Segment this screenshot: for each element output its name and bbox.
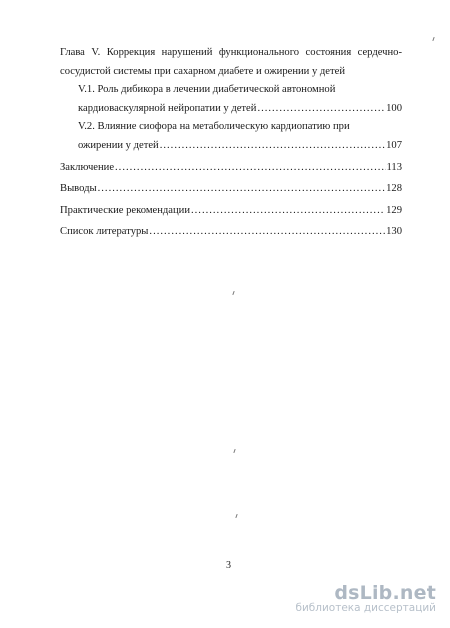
page-number: 3 — [226, 560, 231, 571]
watermark-logo: dsLib.net — [334, 582, 436, 604]
table-of-contents — [60, 44, 402, 242]
toc-entry-title: Выводы — [60, 183, 97, 195]
toc-page-number: 130 — [386, 226, 402, 238]
toc-entry-references[interactable] — [60, 223, 402, 242]
toc-entry-title: Практические рекомендации — [60, 204, 190, 216]
toc-entry-title: Заключение — [60, 161, 115, 173]
toc-subitem-v2[interactable] — [60, 118, 402, 155]
watermark-subtitle: библиотека диссертаций — [295, 602, 436, 614]
watermark — [295, 582, 436, 614]
dot-leader — [98, 180, 385, 199]
toc-subitem-v1[interactable] — [60, 81, 402, 118]
scan-speck — [235, 514, 237, 518]
dot-leader — [257, 100, 385, 119]
dot-leader — [115, 159, 385, 178]
toc-page-number: 128 — [386, 183, 402, 195]
toc-page-number: 113 — [386, 161, 402, 173]
dot-leader — [191, 202, 385, 221]
scan-speck — [232, 291, 234, 295]
toc-entry-title: Список литературы — [60, 226, 149, 238]
toc-entry-recommendations[interactable] — [60, 202, 402, 221]
chapter-heading: Глава V. Коррекция нарушений функционального состояния сердечно-сосудистой системы при сахарном диабете и ожирении у детей — [60, 47, 402, 77]
dot-leader — [149, 223, 385, 242]
toc-subitem-title-cont: кардиоваскулярной нейропатии у детей — [78, 102, 257, 114]
toc-entry-conclusion[interactable] — [60, 159, 402, 178]
scan-speck — [233, 449, 235, 453]
scan-speck — [432, 37, 434, 41]
toc-page-number: 129 — [386, 204, 402, 216]
toc-page-number: 107 — [386, 139, 402, 151]
toc-entry-findings[interactable] — [60, 180, 402, 199]
toc-subitem-title: V.2. Влияние сиофора на метаболическую кардиопатию при — [78, 121, 350, 133]
toc-page-number: 100 — [386, 102, 402, 114]
toc-subitem-title-cont: ожирении у детей — [78, 139, 159, 151]
dot-leader — [160, 137, 385, 156]
toc-subitem-title: V.1. Роль дибикора в лечении диабетической автономной — [78, 84, 336, 96]
